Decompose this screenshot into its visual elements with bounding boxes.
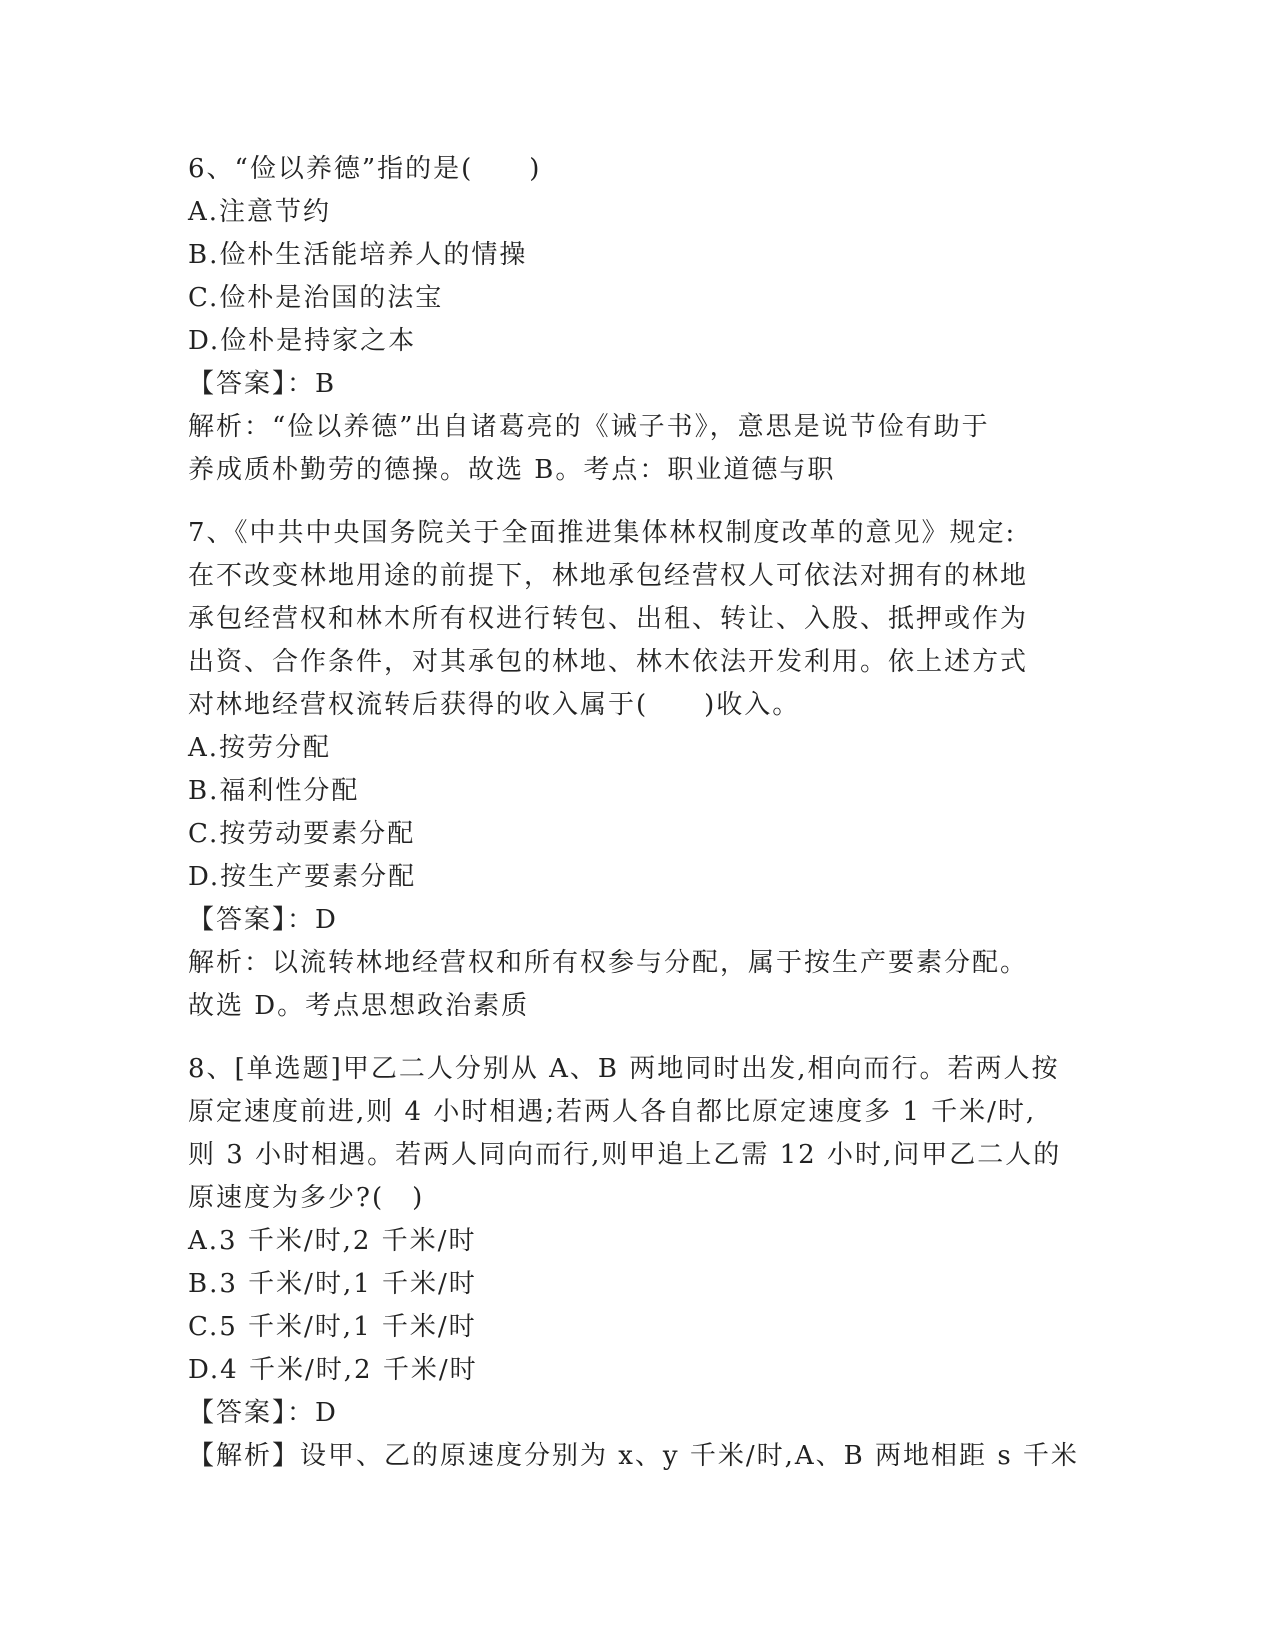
option-a: A.注意节约 <box>188 197 332 227</box>
analysis-line: 解析：“俭以养德”出自诸葛亮的《诫子书》，意思是说节俭有助于 <box>188 412 990 442</box>
option-b: B.福利性分配 <box>188 776 360 806</box>
stem-line: 原速度为多少?( ) <box>188 1183 425 1213</box>
stem-line: 承包经营权和林木所有权进行转包、出租、转让、入股、抵押或作为 <box>188 604 1029 634</box>
analysis-line: 【解析】设甲、乙的原速度分别为 x、y 千米/时,A、B 两地相距 s 千米 <box>188 1441 1079 1471</box>
answer: 【答案】：D <box>188 1398 338 1428</box>
option-a: A.3 千米/时,2 千米/时 <box>188 1226 477 1256</box>
question-stem: 6、“俭以养德”指的是( ) <box>188 154 542 184</box>
analysis-line: 故选 D。考点思想政治素质 <box>188 991 530 1021</box>
stem-line: 对林地经营权流转后获得的收入属于( )收入。 <box>188 690 801 720</box>
option-d: D.4 千米/时,2 千米/时 <box>188 1355 478 1385</box>
question-stem <box>188 512 1078 727</box>
option-d: D.俭朴是持家之本 <box>188 326 417 356</box>
option-b: B.3 千米/时,1 千米/时 <box>188 1269 477 1299</box>
analysis <box>188 1435 1078 1478</box>
question-gap <box>188 1028 1078 1048</box>
question-7 <box>188 512 1078 1028</box>
analysis <box>188 942 1078 1028</box>
stem-line: 原定速度前进,则 4 小时相遇;若两人各自都比原定速度多 1 千米/时, <box>188 1097 1037 1127</box>
option-c: C.5 千米/时,1 千米/时 <box>188 1312 477 1342</box>
question-8 <box>188 1048 1078 1478</box>
stem-line: 在不改变林地用途的前提下，林地承包经营权人可依法对拥有的林地 <box>188 561 1029 591</box>
option-b: B.俭朴生活能培养人的情操 <box>188 240 528 270</box>
option-d: D.按生产要素分配 <box>188 862 417 892</box>
answer: 【答案】：B <box>188 369 337 399</box>
answer: 【答案】：D <box>188 905 338 935</box>
analysis <box>188 406 1078 492</box>
option-c: C.俭朴是治国的法宝 <box>188 283 444 313</box>
option-c: C.按劳动要素分配 <box>188 819 416 849</box>
question-6 <box>188 148 1078 492</box>
stem-line: 8、[单选题]甲乙二人分别从 A、B 两地同时出发,相向而行。若两人按 <box>188 1054 1060 1084</box>
question-stem <box>188 1048 1078 1220</box>
stem-line: 则 3 小时相遇。若两人同向而行,则甲追上乙需 12 小时,问甲乙二人的 <box>188 1140 1062 1170</box>
stem-line: 7、《中共中央国务院关于全面推进集体林权制度改革的意见》规定: <box>188 518 1017 548</box>
document-page <box>188 148 1078 1478</box>
stem-line: 出资、合作条件，对其承包的林地、林木依法开发利用。依上述方式 <box>188 647 1029 677</box>
analysis-line: 养成质朴勤劳的德操。故选 B。考点：职业道德与职 <box>188 455 836 485</box>
analysis-line: 解析：以流转林地经营权和所有权参与分配，属于按生产要素分配。 <box>188 948 1029 978</box>
option-a: A.按劳分配 <box>188 733 332 763</box>
question-gap <box>188 492 1078 512</box>
